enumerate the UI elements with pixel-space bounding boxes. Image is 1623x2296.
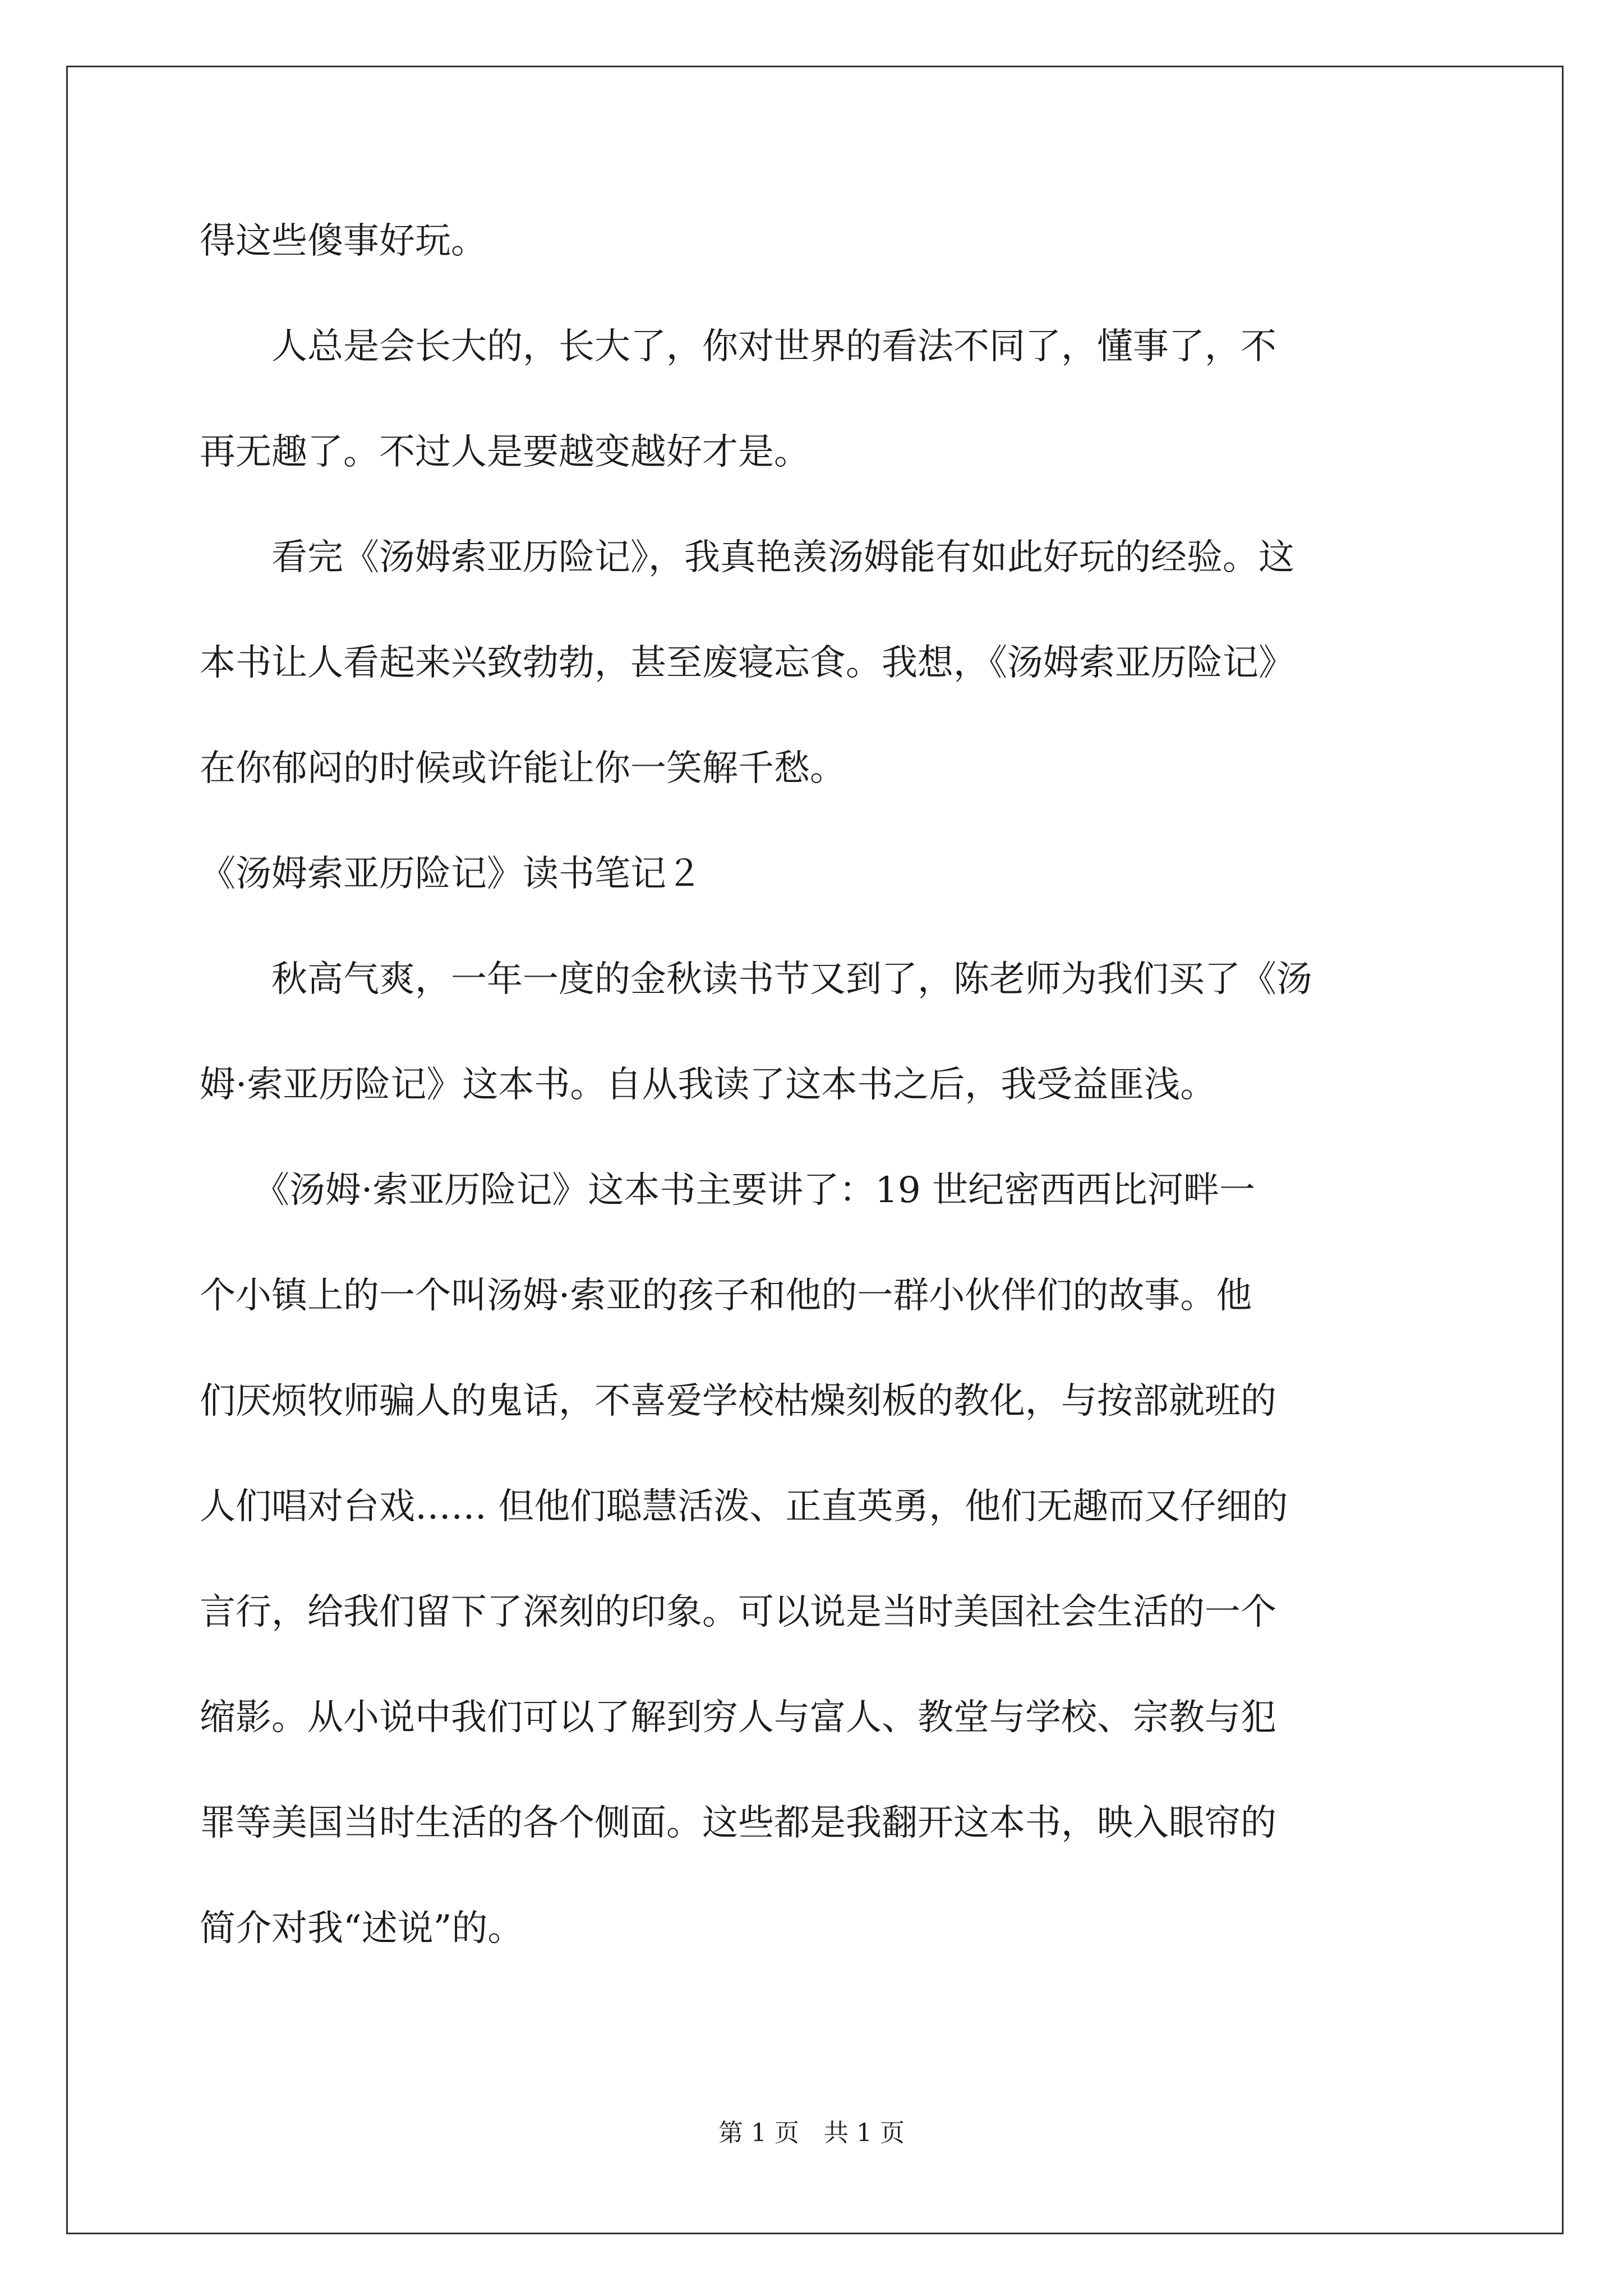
text-line: 姆·索亚历险记》这本书。自从我读了这本书之后，我受益匪浅。 [200,1064,1216,1106]
text-line: 看完《汤姆索亚历险记》，我真艳羡汤姆能有如此好玩的经验。这 [200,537,1294,578]
document-body [200,213,1473,1957]
text-line: 《汤姆·索亚历险记》这本书主要讲了：19 世纪密西西比河畔一 [200,1170,1256,1211]
text-line: 在你郁闷的时候或许能让你一笑解千愁。 [200,748,846,789]
text-line: 再无趣了。不过人是要越变越好才是。 [200,431,810,473]
text-line: 简介对我“述说”的。 [200,1908,524,1949]
text-line: 本书让人看起来兴致勃勃，甚至废寝忘食。我想，《汤姆索亚历险记》 [200,642,1294,684]
page-footer: 第 1 页 共 1 页 [718,2119,905,2147]
section-heading: 《汤姆索亚历险记》读书笔记２ [200,853,702,895]
text-line: 人们唱对台戏…… 但他们聪慧活泼、正直英勇，他们无趣而又仔细的 [200,1486,1288,1527]
text-line: 言行，给我们留下了深刻的印象。可以说是当时美国社会生活的一个 [200,1591,1276,1633]
text-line: 个小镇上的一个叫汤姆·索亚的孩子和他的一群小伙伴们的故事。他 [200,1275,1252,1317]
text-line: 秋高气爽，一年一度的金秋读书节又到了，陈老师为我们买了《汤 [200,959,1312,1000]
text-line: 罪等美国当时生活的各个侧面。这些都是我翻开这本书，映入眼帘的 [200,1802,1276,1844]
text-line: 们厌烦牧师骗人的鬼话，不喜爱学校枯燥刻板的教化，与按部就班的 [200,1381,1276,1422]
text-line: 人总是会长大的，长大了，你对世界的看法不同了，懂事了，不 [200,326,1276,367]
text-line: 缩影。从小说中我们可以了解到穷人与富人、教堂与学校、宗教与犯 [200,1697,1276,1738]
text-line: 得这些傻事好玩。 [200,220,487,262]
